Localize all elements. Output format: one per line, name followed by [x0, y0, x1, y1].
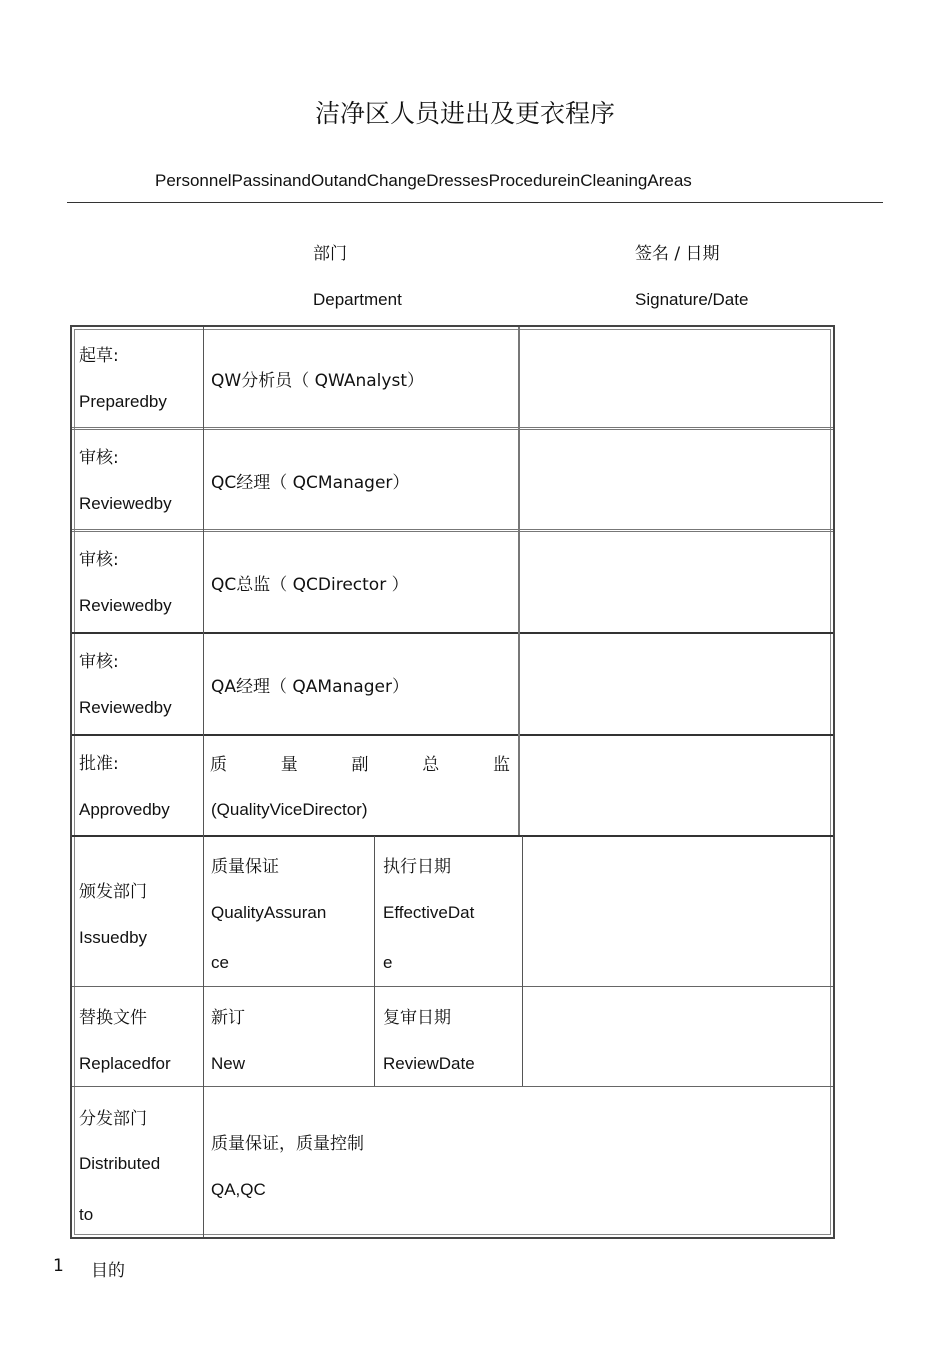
issued-value-en: QualityAssuran	[211, 903, 327, 922]
row-divider	[72, 529, 833, 532]
row-department: QC经理（ QCManager）	[211, 473, 410, 493]
row-label-en: Approvedby	[79, 800, 170, 819]
department-header-cn: 部门	[313, 244, 347, 264]
replaced-value-cn: 新订	[211, 1008, 245, 1028]
row-divider	[72, 632, 833, 634]
title-divider	[67, 202, 883, 203]
department-header-en: Department	[313, 290, 402, 309]
document-subtitle: PersonnelPassinandOutandChangeDressesProcedureinCleaningAreas	[155, 171, 692, 190]
approval-table	[70, 325, 835, 1239]
section-number: 1	[53, 1256, 64, 1276]
review-date-label-en: ReviewDate	[383, 1054, 475, 1073]
row-divider	[72, 734, 833, 736]
row-label-cn: 起草:	[79, 346, 119, 366]
issued-value-en-cont: ce	[211, 953, 229, 972]
distributed-label-en: Distributed	[79, 1154, 161, 1173]
issued-label-cn: 颁发部门	[79, 882, 147, 902]
department-char: 监	[493, 755, 510, 775]
row-department: QA经理（ QAManager）	[211, 677, 409, 697]
effective-date-label-cn: 执行日期	[383, 857, 451, 877]
replaced-value-en: New	[211, 1054, 246, 1073]
replaced-label-cn: 替换文件	[79, 1008, 147, 1028]
row-label-en: Reviewedby	[79, 596, 172, 615]
review-date-label-cn: 复审日期	[383, 1008, 451, 1028]
effective-date-label-en-cont: e	[383, 953, 393, 972]
row-divider	[72, 1086, 833, 1087]
department-char: 量	[280, 755, 298, 775]
row-label-en: Preparedby	[79, 392, 167, 411]
department-char: 副	[351, 755, 369, 775]
row-divider	[72, 427, 833, 430]
row-label-en: Reviewedby	[79, 698, 172, 717]
row-label-cn: 审核:	[79, 448, 119, 468]
distributed-value-cn: 质量保证，质量控制	[211, 1134, 364, 1154]
row-department: QC总监（ QCDirector ）	[211, 575, 409, 595]
row-label-en: Reviewedby	[79, 494, 172, 513]
approver-department-cn	[210, 750, 510, 775]
department-char: 质	[210, 755, 227, 775]
replaced-label-en: Replacedfor	[79, 1054, 171, 1073]
column-divider	[522, 836, 523, 1086]
row-divider	[72, 986, 833, 987]
section-heading: 目的	[91, 1261, 125, 1281]
issued-label-en: Issuedby	[79, 928, 148, 947]
department-char: 总	[422, 755, 440, 775]
distributed-label-cn: 分发部门	[79, 1109, 147, 1129]
approver-department-en: (QualityViceDirector)	[211, 800, 368, 819]
row-label-cn: 审核:	[79, 652, 119, 672]
document-title: 洁净区人员进出及更衣程序	[314, 99, 615, 128]
distributed-label-en-cont: to	[79, 1205, 94, 1224]
distributed-value-en: QA,QC	[211, 1180, 266, 1199]
row-label-cn: 审核:	[79, 550, 119, 570]
column-divider	[374, 836, 375, 1086]
signature-header-cn: 签名 / 日期	[635, 244, 720, 264]
row-label-cn: 批准:	[79, 754, 119, 774]
column-divider	[518, 327, 520, 835]
column-divider	[203, 327, 204, 1237]
approval-table-inner-border	[74, 329, 831, 1235]
signature-header-en: Signature/Date	[635, 290, 749, 309]
row-divider	[72, 835, 833, 837]
row-department: QW分析员（ QWAnalyst）	[211, 371, 424, 391]
issued-value-cn: 质量保证	[211, 857, 279, 877]
effective-date-label-en: EffectiveDat	[383, 903, 475, 922]
